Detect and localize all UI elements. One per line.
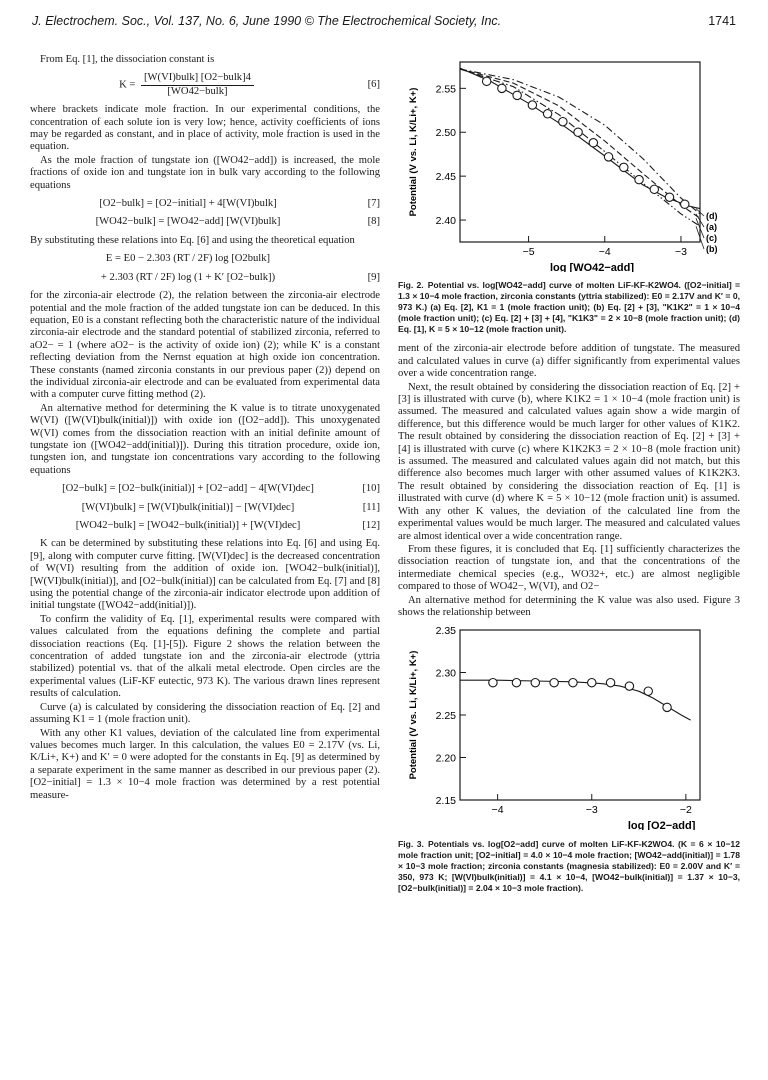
x-tick-label: −3 — [674, 246, 687, 258]
data-point-marker — [531, 679, 539, 687]
equation-number: [8] — [367, 216, 380, 228]
data-point-marker — [559, 118, 567, 126]
y-tick-label: 2.35 — [435, 625, 456, 638]
paragraph: K can be determined by substituting these relations into Eq. [6] and using Eq. [9], along with computer curve fitting. [W(VI)dec] is the decreased concentration of W(VI) resulting from the addition of oxide ion. [WO42−bulk(initial)], [W(VI)bulk(initial)], and [O2−bulk(initial)] can be calculated from Eq. [7] and [8] using the potential change of the zirconia-air indicator electrode upon addition of initial tungstate ([WO42−add(initial)]). — [30, 538, 380, 612]
paragraph: From these figures, it is concluded that Eq. [1] sufficiently characterizes the dissociation reaction of tungstate ion, and that the concentrations of the intermediate chemical species (e.g., WO32+, etc.) are almost negligible compared to those of WO42−, W(VI), and O2− — [398, 543, 740, 593]
data-point-marker — [620, 163, 628, 171]
curve-label: (c) — [706, 233, 717, 243]
equation-number: [7] — [367, 198, 380, 210]
data-point-marker — [604, 153, 612, 161]
curve-label: (b) — [706, 244, 718, 254]
data-point-marker — [498, 84, 506, 92]
data-point-marker — [625, 682, 633, 690]
paragraph: With any other K1 values, deviation of the calculated line from experimental values becomes much larger. In this calculation, the values E0 = 2.17V (vs. Li, K/Li+, K+) and K′ = 0 were adopted for the constants in Eq. [9] as determined by a separate experiment in the same manner as described in our previous paper (2). [O2−initial] = 1.3 × 10−4 mole fraction was determined by a rest potential measure- — [30, 727, 380, 801]
paragraph: As the mole fraction of tungstate ion ([WO42−add]) is increased, the mole fractions of oxide ion and tungstate ion in bulk vary according to the following equations — [30, 154, 380, 191]
right-column — [398, 54, 740, 902]
equation-9-line2: + 2.303 (RT / 2F) log (1 + K′ [O2−bulk]) [9] — [100, 271, 380, 283]
paragraph: By substituting these relations into Eq. [6] and using the theoretical equation — [30, 234, 355, 246]
data-point-marker — [665, 193, 673, 201]
data-point-marker — [512, 679, 520, 687]
data-point-marker — [589, 139, 597, 147]
y-tick-label: 2.50 — [435, 127, 456, 140]
data-point-marker — [574, 128, 582, 136]
equation-12: [WO42−bulk] = [WO42−bulk(initial)] + [W(VI)dec] [12] — [75, 520, 380, 531]
equation-number: [11] — [362, 501, 380, 513]
y-tick-label: 2.45 — [435, 171, 456, 184]
data-point-marker — [663, 703, 671, 711]
data-point-marker — [606, 679, 614, 687]
plot-frame — [460, 630, 700, 800]
data-point-marker — [644, 687, 652, 695]
y-tick-label: 2.20 — [435, 752, 456, 765]
curve-label: (a) — [706, 222, 717, 232]
x-tick-label: −4 — [491, 804, 504, 817]
paragraph: Curve (a) is calculated by considering the dissociation reaction of Eq. [2] and assuming K1 = 1 (mole fraction unit). — [30, 701, 380, 726]
data-point-marker — [528, 101, 536, 109]
paragraph: An alternative method for determining the K value is to titrate unoxygenated W(VI) ([W(VI)bulk(initial)]) with oxide ion ([O2−add]). This unoxygenated W(VI) comes from the dissociation reaction with an initial definite amount of tungstate ion ([WO42−add(initial)]). During this titration procedure, oxide ion, tungsten ion, and tungstate ion concentrations vary according to the following equations — [30, 402, 380, 476]
data-point-marker — [650, 185, 658, 193]
y-axis-label: Potential (V vs. Li, K/Li+, K+) — [408, 87, 419, 217]
x-tick-label: −3 — [585, 804, 598, 817]
equation-6: K = $\frac{\text{[W(VI)bulk] [O2−bulk]4}}{\text{[WO42−bulk]}}$ [6] — [119, 72, 380, 97]
y-tick-label: 2.30 — [435, 667, 456, 680]
equation-11: [W(VI)bulk] = [W(VI)bulk(initial)] − [W(VI)dec] [11] — [81, 501, 380, 513]
y-axis-label: Potential (V vs. Li, K/Li+, K+) — [408, 650, 419, 780]
equation-numerator: [W(VI)bulk] [O2−bulk]4 — [141, 72, 254, 85]
data-point-marker — [513, 91, 521, 99]
paragraph: where brackets indicate mole fraction. In our experimental conditions, the concentration of each solute ion is very low; hence, activity coefficients of ions may be regarded as constant, and in place of activity, mole fraction is used in the equation. — [30, 104, 380, 153]
data-point-marker — [569, 679, 577, 687]
paragraph: for the zirconia-air electrode (2), the relation between the zirconia-air electrode potential and the mole fraction of the added tungstate ion can be deduced. In this equation, E0 is a constant reflecting both the characteristic nature of the individual zirconia-air electrode and the standard potential of stabilized zirconia, referred to aO2− = 1 (where aO2− is the activity of oxide ion) (2); while K′ is a constant reflecting deviation from the Nernst equation at high oxide ion concentration. These constants (named zirconia constants in our previous paper (2)) depend on the individual zirconia-air electrode and can be evaluated from experimental data with a computer curve fitting method (2). — [30, 290, 380, 401]
x-tick-label: −4 — [598, 246, 611, 258]
figure-2 — [398, 54, 740, 335]
journal-citation: J. Electrochem. Soc., Vol. 137, No. 6, June 1990 © The Electrochemical Society, Inc. — [32, 14, 502, 28]
equation-7: [O2−bulk] = [O2−initial] + 4[W(VI)bulk] [7] — [99, 198, 380, 210]
x-axis-label: log [WO42−add] — [549, 262, 635, 272]
left-column — [30, 54, 380, 803]
curve-label: (d) — [706, 211, 718, 221]
figure-2-caption: Fig. 2. Potential vs. log[WO42−add] curve of molten LiF-KF-K2WO4. ([O2−initial] = 1.3 × 10−4 mole fraction, zirconia constants (yttria stabilized): E0 = 2.17V and K′ = 0, 973 K.) (a) Eq. [2], K1 = 1 (mole fraction unit); (b) Eq. [2] + [3], "K1K2" = 1 × 10−4 (mole fraction unit); (c) Eq. [2] + [3] + [4], "K1K3" = 2 × 10−8 (mole fraction unit); (d) Eq. [1], K = 5 × 10−12 (mole fraction unit). — [398, 280, 740, 335]
equation-number: [9] — [367, 271, 380, 283]
paragraph: ment of the zirconia-air electrode before addition of tungstate. The measured and calculated values in curve (a) differ significantly from experimental values over a wide concentration range. — [398, 343, 740, 380]
data-point-marker — [489, 679, 497, 687]
equation-number: [10] — [362, 483, 380, 495]
data-point-marker — [635, 175, 643, 183]
y-tick-label: 2.25 — [435, 710, 456, 723]
series-line-a — [460, 69, 700, 214]
data-point-marker — [550, 679, 558, 687]
figure-3-caption: Fig. 3. Potentials vs. log[O2−add] curve of molten LiF-KF-K2WO4. (K = 6 × 10−12 mole fraction unit; [O2−initial] = 4.0 × 10−4 mole fraction; [WO42−add(initial)] = 1.78 × 10−3 mole fraction; zirconia constants (magnesia stabilized): E0 = 2.00V and K′ = 350, 973 K; [W(VI)bulk(initial)] = 4.1 × 10−4, [WO42−bulk(initial)] = 1.37 × 10−3, [O2−bulk(initial)] = 2.04 × 10−3 mole fraction). — [398, 838, 740, 893]
page-number: 1741 — [708, 14, 736, 28]
equation-denominator: [WO42−bulk] — [167, 85, 228, 97]
series-line-d — [460, 68, 700, 209]
paragraph: An alternative method for determining the K value was also used. Figure 3 shows the relationship between — [398, 594, 740, 618]
data-point-marker — [543, 110, 551, 118]
series-line-b — [460, 69, 700, 226]
paragraph: To confirm the validity of Eq. [1], experimental results were compared with values calculated from the equations defining the complete and partial dissociation reactions (Eq. [1]-[5]). Figure 2 shows the relation between the concentration of added tungstate ion and the zirconia-air electrode (yttria stabilized) potential vs. that of the alkali metal electrode. Open circles are the experimental values (LiF-KF eutectic, 973 K). The various drawn lines represent results of calculation. — [30, 613, 380, 700]
x-tick-label: −5 — [522, 246, 535, 258]
figure-3-chart — [398, 620, 740, 830]
data-point-marker — [681, 200, 689, 208]
plot-frame — [460, 62, 700, 242]
running-header — [32, 14, 736, 36]
equation-number: [6] — [367, 79, 380, 91]
x-axis-label: log [O2−add] — [627, 820, 696, 831]
equation-10: [O2−bulk] = [O2−bulk(initial)] + [O2−add] − 4[W(VI)dec] [10] — [62, 483, 380, 495]
paragraph: Next, the result obtained by considering the dissociation reaction of Eq. [2] + [3] is illustrated with curve (b), where K1K2 = 1 × 10−4 (mole fraction unit) is assumed. The measured and calculated values again show a wide margin of difference, but this difference would be much larger for other values of K1K2. The result obtained by considering the dissociation reaction of Eq. [2] + [3] + [4] is illustrated with curve (c) where K1K2K3 = 2 × 10−8 (mole fraction unit) is assumed. The measured and calculated values again did not match, but this difference also becomes much larger with other assumed values of K1K2K3. The result obtained by considering the dissociation reaction of Eq. [1] is illustrated with curve (d) where K = 5 × 10−12 (mole fraction unit) is assumed. With any other K values, the deviation of the calculated line from the experimental values would be much larger. The measured and calculated values are almost identical over a wide concentration range. — [398, 381, 740, 542]
equation-number: [12] — [362, 520, 380, 531]
figure-3 — [398, 620, 740, 893]
figure-2-chart — [398, 54, 740, 272]
equation-9-line1: E = E0 − 2.303 (RT / 2F) log [O2bulk] — [105, 253, 271, 265]
y-tick-label: 2.55 — [435, 83, 456, 96]
paragraph: From Eq. [1], the dissociation constant is — [40, 54, 215, 65]
equation-8: [WO42−bulk] = [WO42−add] [W(VI)bulk] [8] — [95, 216, 380, 228]
x-tick-label: −2 — [679, 804, 692, 817]
y-tick-label: 2.40 — [435, 215, 456, 228]
data-point-marker — [588, 679, 596, 687]
y-tick-label: 2.15 — [435, 795, 456, 808]
data-point-marker — [482, 77, 490, 85]
